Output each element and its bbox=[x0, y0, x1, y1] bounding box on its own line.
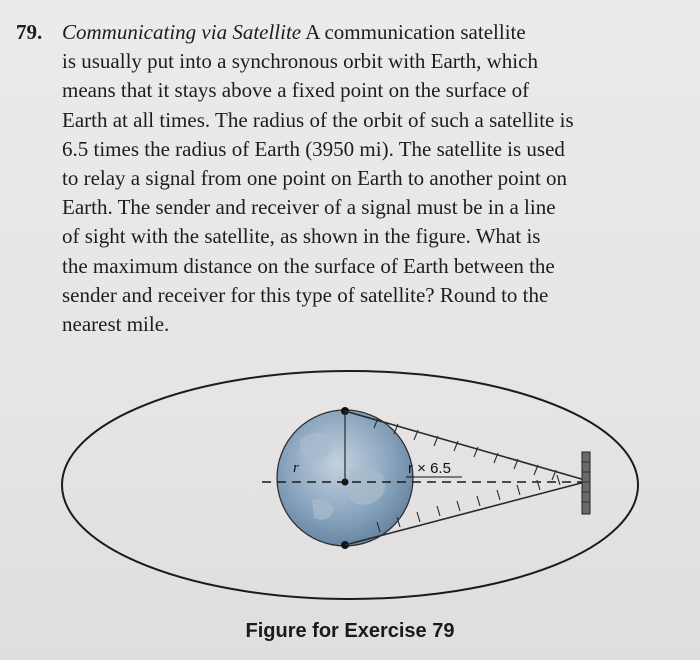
problem-line-1 bbox=[62, 18, 662, 47]
earth-radius-label: r bbox=[293, 460, 299, 476]
problem-text bbox=[62, 18, 662, 339]
problem-line: of sight with the satellite, as shown in the figure. What is bbox=[62, 224, 541, 249]
problem-line: means that it stays above a fixed point on the surface of bbox=[62, 78, 530, 103]
problem-line: Earth. The sender and receiver of a signal must be in a line bbox=[62, 195, 556, 220]
problem-line: to relay a signal from one point on Earth to another point on bbox=[62, 166, 568, 191]
problem-number: 79. bbox=[16, 20, 43, 44]
problem-line: Earth at all times. The radius of the orbit of such a satellite is bbox=[62, 107, 574, 132]
figure-caption: Figure for Exercise 79 bbox=[245, 620, 455, 642]
satellite-figure bbox=[0, 340, 700, 610]
problem-line: nearest mile. bbox=[62, 312, 170, 337]
satellite-icon bbox=[582, 452, 590, 514]
problem-line: the maximum distance on the surface of Earth between the bbox=[62, 253, 555, 278]
problem-line-1-rest: A communication satellite bbox=[301, 20, 526, 44]
problem-line: 6.5 times the radius of Earth (3950 mi). The satellite is used bbox=[62, 136, 565, 161]
problem-title: Communicating via Satellite bbox=[62, 20, 302, 44]
problem-line: is usually put into a synchronous orbit with Earth, which bbox=[62, 49, 538, 74]
orbit-radius-label: r × 6.5 bbox=[408, 460, 451, 477]
problem-line: sender and receiver for this type of satellite? Round to the bbox=[62, 282, 549, 307]
